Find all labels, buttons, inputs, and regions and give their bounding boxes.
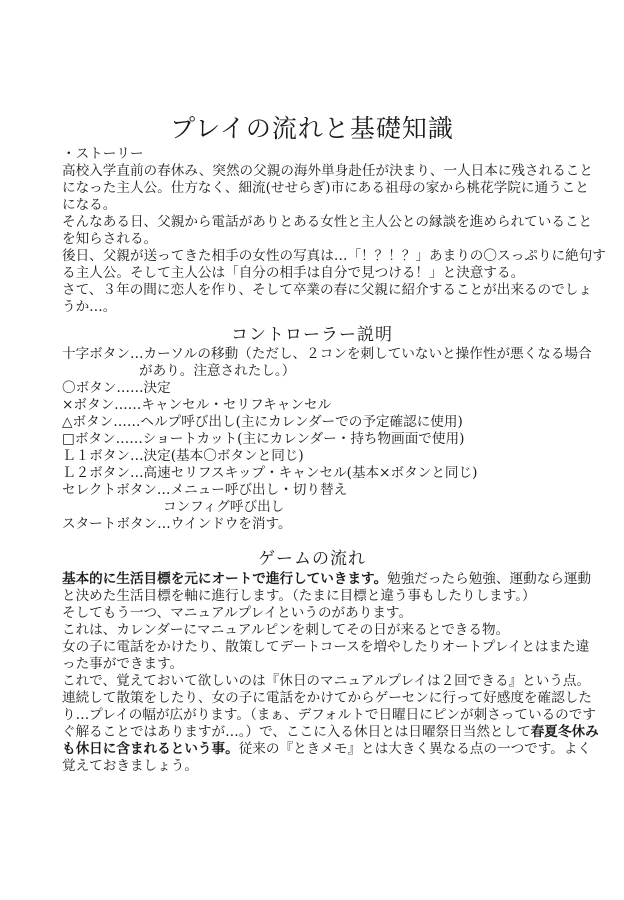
text-line (62, 431, 592, 448)
text-line (62, 465, 592, 482)
text-segment: を知らされる。 (62, 231, 158, 247)
text-line (62, 363, 592, 380)
text-line (62, 724, 599, 741)
text-line (62, 397, 592, 414)
text-line (62, 248, 606, 265)
text-line (62, 448, 592, 465)
text-line (62, 282, 592, 299)
text-segment: セレクトボタン…メニュー呼び出し・切り替え (62, 482, 348, 498)
text-line (62, 622, 592, 639)
text-line (62, 707, 596, 724)
text-segment: うか…。 (62, 299, 117, 315)
text-line (62, 499, 592, 516)
text-segment: これで、覚えておいて欲しいのは『休日のマニュアルプレイは２回できる』という点。 (62, 673, 591, 689)
text-segment: 〇ボタン……決定 (62, 380, 171, 396)
text-line (62, 673, 592, 690)
text-segment: 連続して散策をしたり、女の子に電話をかけてからゲーセンに行って好感度を確認した (62, 690, 592, 706)
text-line (62, 571, 592, 588)
text-line (62, 605, 592, 622)
bold-text: 春夏冬休み (530, 724, 599, 740)
text-segment: 従来の『ときメモ』とは大きく異なる点の一つです。よく (238, 741, 592, 757)
text-line (62, 380, 592, 397)
text-segment: になった主人公。仕方なく、細流(せせらぎ)市にある祖母の家から桃花学院に通うこと (62, 180, 589, 196)
bold-text: も休日に含まれるという事。 (62, 741, 239, 757)
text-segment: Ｌ１ボタン…決定(基本〇ボタンと同じ) (62, 448, 304, 464)
text-segment: と決めた生活目標を軸に進行します。（たまに目標と違う事もしたりします。） (62, 588, 536, 604)
text-segment: そしてもう一つ、マニュアルプレイというのがあります。 (62, 605, 413, 621)
text-line (62, 214, 592, 231)
text-segment: 十字ボタン…カーソルの移動（ただし、２コンを刺していないと操作性が悪くなる場合 (62, 346, 592, 362)
text-line (62, 639, 592, 656)
controller-heading: コントローラー説明 (231, 325, 393, 345)
text-segment: る主人公。そして主人公は「自分の相手は自分で見つける！」と決意する。 (62, 265, 525, 281)
text-line (62, 690, 592, 707)
game-flow-section (62, 571, 599, 775)
text-segment: があり。注意されたし。） (139, 363, 296, 379)
text-segment: 女の子に電話をかけたり、散策してデートコースを増やしたりオートプレイとはまた違 (62, 639, 590, 655)
text-segment: 覚えておきましょう。 (62, 758, 198, 774)
text-line (62, 482, 592, 499)
text-segment: になる。 (62, 197, 117, 213)
game-flow-heading: ゲームの流れ (258, 549, 366, 569)
text-segment: コンフィグ呼び出し (163, 499, 285, 515)
text-segment: ・ストーリー (62, 146, 144, 162)
text-line (62, 414, 592, 431)
text-segment: □ボタン……ショートカット(主にカレンダー・持ち物画面で使用) (62, 431, 465, 447)
text-segment: ×ボタン……キャンセル・セリフキャンセル (62, 397, 332, 413)
page-title: プレイの流れと基礎知識 (170, 114, 454, 143)
text-line (62, 741, 592, 758)
bold-text: 基本的に生活目標を元にオートで進行していきます。 (62, 571, 388, 587)
text-segment: り…プレイの幅が広がります。（まぁ、デフォルトで日曜日にピンが刺さっているのです (62, 707, 596, 723)
text-segment: これは、カレンダーにマニュアルピンを刺してその日が来るとできる物。 (62, 622, 510, 638)
text-line (62, 265, 592, 282)
controller-section (62, 346, 592, 533)
text-segment: そんなある日、父親から電話がありとある女性と主人公との縁談を進められていること (62, 214, 593, 230)
story-section (62, 146, 606, 316)
text-line (62, 299, 592, 316)
text-segment: ぐ解ることではありますが…。）で、ここに入る休日とは日曜祭日当然として (62, 724, 531, 740)
text-line (62, 516, 592, 533)
text-line (62, 163, 592, 180)
text-line (62, 197, 592, 214)
text-segment: 高校入学直前の春休み、突然の父親の海外単身赴任が決まり、一人日本に残されること (62, 163, 593, 179)
text-line (62, 180, 592, 197)
text-segment: 後日、父親が送ってきた相手の女性の写真は…「！？！？」あまりの〇スっぷりに絶句す (62, 248, 606, 264)
text-line (62, 656, 592, 673)
text-segment: 勉強だったら勉強、運動なら運動 (387, 571, 592, 587)
text-line (62, 146, 592, 163)
text-line (62, 346, 592, 363)
text-line (62, 758, 592, 775)
text-segment: さて、３年の間に恋人を作り、そして卒業の春に父親に紹介することが出来るのでしょ (62, 282, 592, 298)
text-segment: スタートボタン…ウインドウを消す。 (62, 516, 292, 532)
text-segment: △ボタン……ヘルプ呼び出し(主にカレンダーでの予定確認に使用) (62, 414, 463, 430)
text-line (62, 588, 592, 605)
text-segment: った事ができます。 (62, 656, 184, 672)
text-line (62, 231, 592, 248)
text-segment: Ｌ２ボタン…高速セリフスキップ・キャンセル(基本×ボタンと同じ) (62, 465, 478, 481)
